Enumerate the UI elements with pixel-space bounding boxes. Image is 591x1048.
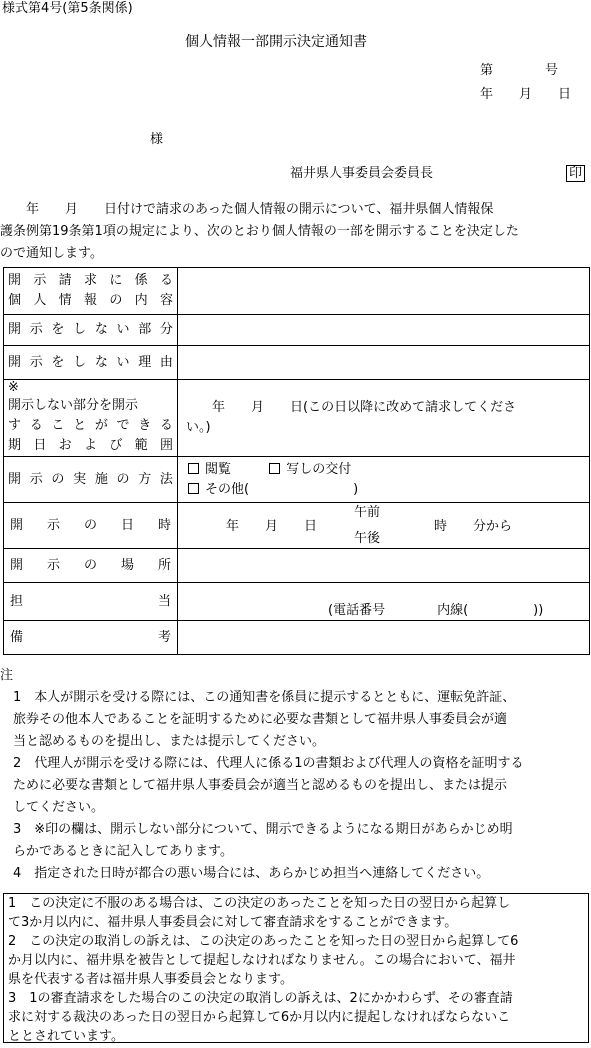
label-method: 開 示 の 実 施 の 方 法 xyxy=(8,471,173,487)
label-line: す る こ と が で き る xyxy=(8,418,173,433)
label-line: 開 示 請 求 に 係 る xyxy=(8,273,173,288)
value-future-disclosure xyxy=(178,380,590,457)
value-place[interactable] xyxy=(178,549,590,583)
value-undisclosed-part[interactable] xyxy=(178,315,590,346)
note-line: 2 代理人が開示を受ける際には、代理人に係る1の書類および代理人の資格を証明する xyxy=(0,756,524,771)
value-request-content[interactable] xyxy=(178,268,590,315)
intro-paragraph xyxy=(0,199,590,265)
note-line: してください。 xyxy=(0,800,105,815)
appeal-line: 県を代表する者は福井県人事委員会となります。 xyxy=(8,972,293,987)
note-line: ために必要な書類として福井県人事委員会が適当と認めるものを提出し、または提示 xyxy=(0,778,508,793)
label-request-content xyxy=(4,268,178,315)
label-line: 個 人 情 報 の 内 容 xyxy=(8,293,173,308)
label-undisclosed-reason: 開 示 を し な い 理 由 xyxy=(8,354,173,370)
label-undisclosed-part: 開 示 を し な い 部 分 xyxy=(8,322,173,337)
label-line: 開示しない部分を開示 xyxy=(8,398,139,413)
appeal-line: て3か月以内に、福井県人事委員会に対して審査請求をすることができます。 xyxy=(8,915,458,930)
appeal-line: 1 この決定に不服のある場合は、この決定のあったことを知った日の翌日から起算し xyxy=(8,896,511,911)
checkbox-other[interactable] xyxy=(188,483,199,494)
note-line: らかであるときに記入してあります。 xyxy=(0,844,233,859)
option-viewing: 閲覧 xyxy=(205,461,232,477)
issue-date: 年 月 日 xyxy=(480,87,572,102)
notes-heading: 注 xyxy=(0,668,14,683)
datetime-date: 年 月 日 xyxy=(226,519,318,534)
label-remarks: 備 考 xyxy=(10,629,171,645)
note-line: 4 指定された日時が都合の悪い場合には、あらかじめ担当へ連絡してください。 xyxy=(0,866,490,881)
datetime-pm: 午後 xyxy=(354,531,381,546)
row-place xyxy=(4,549,590,583)
label-datetime: 開 示 の 日 時 xyxy=(10,517,171,533)
label-line: 期 日 お よ び 範 囲 xyxy=(8,438,173,453)
row-remarks xyxy=(4,621,590,655)
issuer-name: 福井県人事委員会委員長 xyxy=(290,166,434,181)
value-contact xyxy=(178,583,590,621)
intro-line: 護条例第19条第1項の規定により、次のとおり個人情報の一部を開示することを決定した xyxy=(0,224,519,239)
checkbox-viewing[interactable] xyxy=(188,463,199,474)
label-future-disclosure xyxy=(4,380,178,457)
value-undisclosed-reason[interactable] xyxy=(178,346,590,380)
row-datetime xyxy=(4,503,590,549)
disclosure-table xyxy=(3,267,590,655)
note-line: 旅券その他本人であることを証明するために必要な書類として福井県人事委員会が適 xyxy=(0,712,508,727)
seal-mark: 印 xyxy=(566,165,585,182)
appeal-line: か月以内に、福井県を被告として提起しなければなりません。この場合において、福井 xyxy=(8,953,516,968)
intro-line: ので通知します。 xyxy=(0,246,103,261)
row-undisclosed-reason xyxy=(4,346,590,380)
appeal-line: 3 1の審査請求をした場合のこの決定の取消しの訴えは、2にかかわらず、その審査請 xyxy=(8,991,513,1006)
appeal-notice-box xyxy=(3,893,589,1043)
row-undisclosed-part xyxy=(4,315,590,346)
note-line: 当と認めるものを提出し、または提示してください。 xyxy=(0,734,326,749)
note-line: 3 ※印の欄は、開示しない部分について、開示できるようになる期日があらかじめ明 xyxy=(0,822,513,837)
option-other: その他( ) xyxy=(205,481,359,497)
notes-section xyxy=(0,665,590,885)
contact-phone: (電話番号 内線( )) xyxy=(328,603,544,618)
label-place: 開 示 の 場 所 xyxy=(10,557,171,573)
form-number: 様式第4号(第5条関係) xyxy=(2,1,133,16)
option-copy: 写しの交付 xyxy=(286,461,352,477)
value-remarks[interactable] xyxy=(178,621,590,655)
value-method xyxy=(178,457,590,503)
future-date-line: い。) xyxy=(186,420,211,435)
note-line: 1 本人が開示を受ける際には、この通知書を係員に提示するとともに、運転免許証、 xyxy=(0,690,516,705)
intro-line: 年 月 日付けで請求のあった個人情報の開示について、福井県個人情報保 xyxy=(0,202,494,217)
asterisk-mark: ※ xyxy=(8,380,19,395)
appeal-line: 求に対する裁決のあった日の翌日から起算して6か月以内に提起しなければならないこ xyxy=(8,1010,511,1025)
appeal-line: 2 この決定の取消しの訴えは、この決定のあったことを知った日の翌日から起算して6 xyxy=(8,934,519,949)
row-request-content xyxy=(4,268,590,315)
future-date-line: 年 月 日(この日以降に改めて請求してくださ xyxy=(186,400,517,415)
appeal-line: ととされています。 xyxy=(8,1029,124,1044)
checkbox-copy[interactable] xyxy=(269,463,280,474)
row-contact xyxy=(4,583,590,621)
label-contact: 担 当 xyxy=(10,593,171,609)
value-datetime xyxy=(178,503,590,549)
datetime-time: 時 分から xyxy=(434,519,513,534)
row-future-disclosure xyxy=(4,380,590,457)
addressee-suffix: 様 xyxy=(150,132,164,147)
row-method xyxy=(4,457,590,503)
datetime-am: 午前 xyxy=(354,505,381,520)
document-number: 第 号 xyxy=(480,63,559,78)
document-title: 個人情報一部開示決定通知書 xyxy=(185,34,367,50)
